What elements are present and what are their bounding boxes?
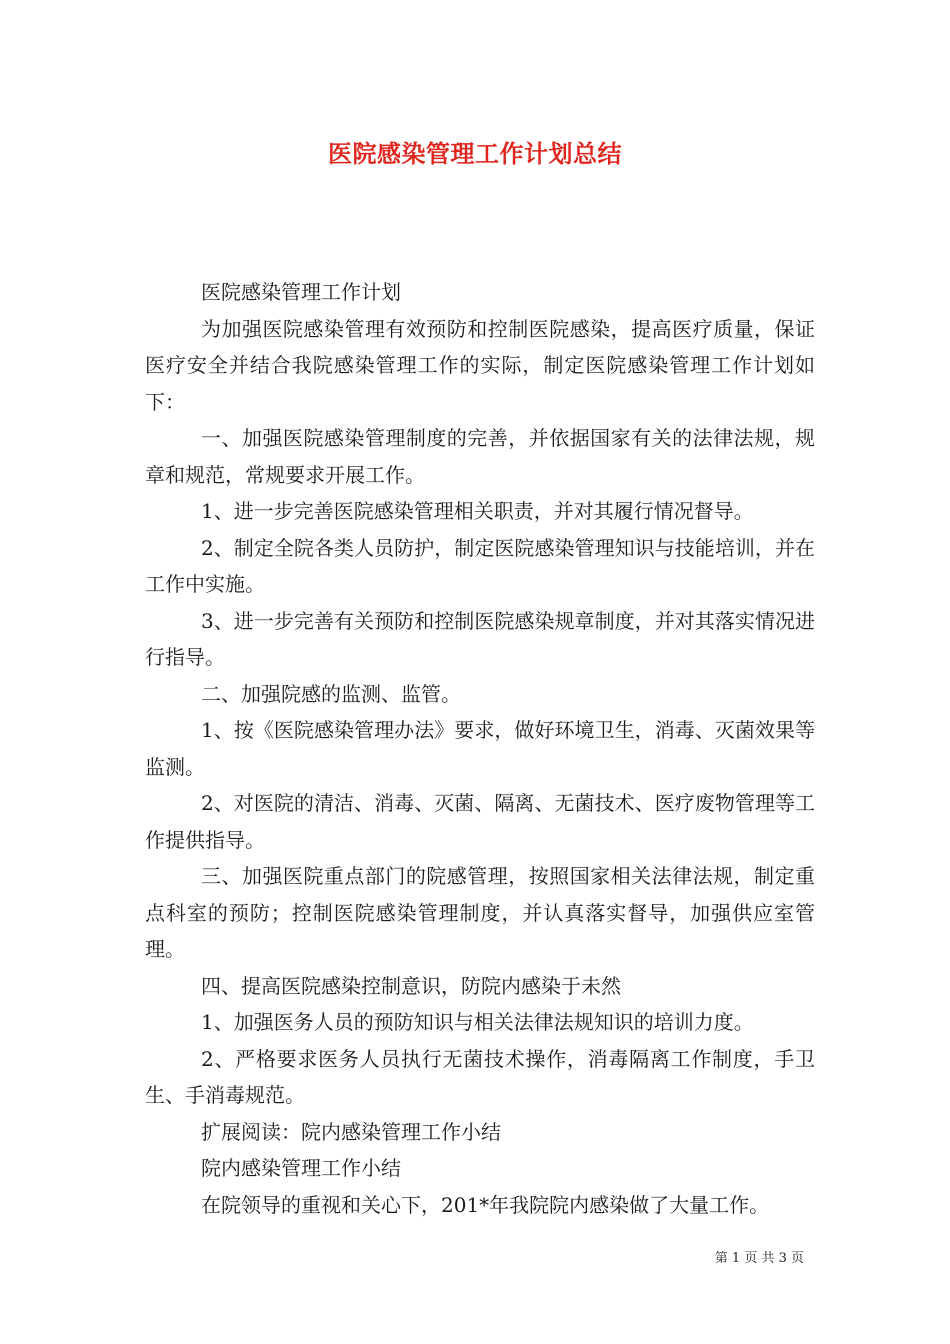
paragraph-intro: 为加强医院感染管理有效预防和控制医院感染，提高医疗质量，保证医疗安全并结合我院感染管理工作的实际，制定医院感染管理工作计划如下： [145, 316, 815, 414]
document-body [145, 274, 815, 1223]
paragraph-section-4: 四、提高医院感染控制意识，防院内感染于未然 [201, 973, 621, 998]
paragraph-summary-heading: 院内感染管理工作小结 [201, 1156, 401, 1180]
paragraph-summary-text: 在院领导的重视和关心下，201*年我院院内感染做了大量工作。 [201, 1192, 770, 1217]
paragraph-item: 1、进一步完善医院感染管理相关职责，并对其履行情况督导。 [201, 499, 754, 523]
paragraph-section-3: 三、加强医院重点部门的院感管理，按照国家相关法律法规，制定重点科室的预防；控制医院感染管理制度，并认真落实督导，加强供应室管理。 [145, 864, 815, 961]
paragraph-heading: 医院感染管理工作计划 [201, 280, 401, 304]
paragraph-item: 3、进一步完善有关预防和控制医院感染规章制度，并对其落实情况进行指导。 [145, 608, 815, 669]
paragraph-section-2: 二、加强院感的监测、监管。 [201, 681, 461, 706]
paragraph-item: 2、严格要求医务人员执行无菌技术操作，消毒隔离工作制度，手卫生、手消毒规范。 [145, 1046, 815, 1107]
paragraph-item: 2、制定全院各类人员防护，制定医院感染管理知识与技能培训，并在工作中实施。 [145, 535, 815, 596]
paragraph-item: 1、加强医务人员的预防知识与相关法律法规知识的培训力度。 [201, 1010, 754, 1034]
paragraph-section-1: 一、加强医院感染管理制度的完善，并依据国家有关的法律法规，规章和规范，常规要求开展工作。 [145, 426, 815, 487]
paragraph-item: 2、对医院的清洁、消毒、灭菌、隔离、无菌技术、医疗废物管理等工作提供指导。 [145, 791, 815, 852]
paragraph-item: 1、按《医院感染管理办法》要求，做好环境卫生，消毒、灭菌效果等监测。 [145, 718, 815, 779]
document-title: 医院感染管理工作计划总结 [328, 139, 622, 168]
page-number: 第 1 页 共 3 页 [714, 1251, 804, 1266]
paragraph-extended-reading: 扩展阅读：院内感染管理工作小结 [201, 1119, 501, 1144]
